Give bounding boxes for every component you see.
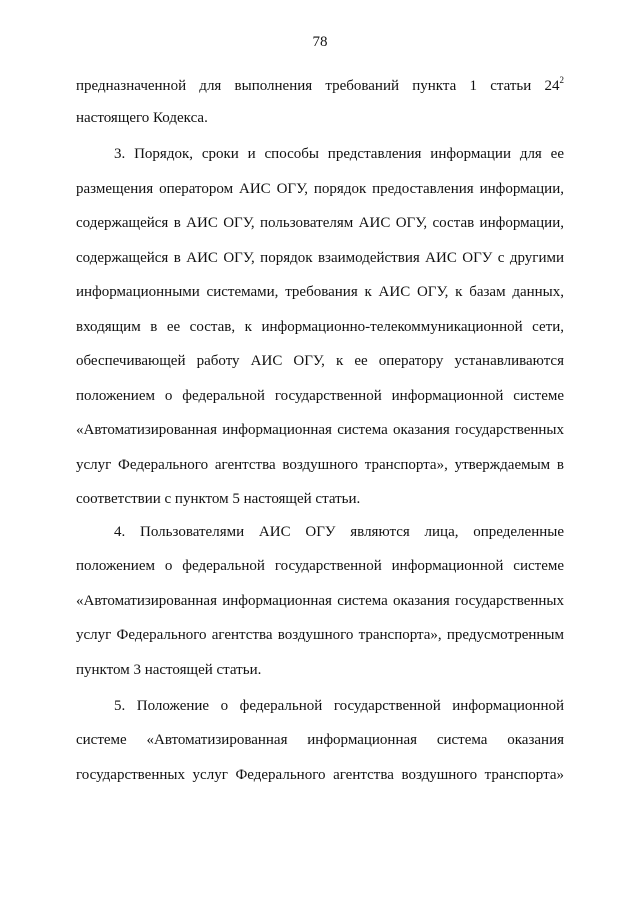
text-line: положением о федеральной государственной информационной системе	[76, 558, 564, 574]
text-line: 4. Пользователями АИС ОГУ являются лица, определенные	[114, 524, 564, 540]
text-line: 3. Порядок, сроки и способы представления информации для ее	[114, 146, 564, 162]
text-line: информационными системами, требования к АИС ОГУ, к базам данных,	[76, 284, 564, 300]
text-line: государственных услуг Федерального агентства воздушного транспорта»	[76, 767, 564, 783]
text-line: услуг Федерального агентства воздушного транспорта», утверждаемым в	[76, 457, 564, 473]
page-number: 78	[312, 34, 328, 50]
text-run: предназначенной для выполнения требований пункта 1 статьи 24	[76, 78, 560, 94]
text-line: услуг Федерального агентства воздушного транспорта», предусмотренным	[76, 627, 564, 643]
text-line: «Автоматизированная информационная система оказания государственных	[76, 422, 564, 438]
text-line: обеспечивающей работу АИС ОГУ, к ее оператору устанавливаются	[76, 353, 564, 369]
text-line: настоящего Кодекса.	[76, 110, 208, 126]
text-line: содержащейся в АИС ОГУ, пользователям АИС ОГУ, состав информации,	[76, 215, 564, 231]
text-line: системе «Автоматизированная информационная система оказания	[76, 732, 564, 748]
text-line: содержащейся в АИС ОГУ, порядок взаимодействия АИС ОГУ с другими	[76, 250, 564, 266]
text-line: соответствии с пунктом 5 настоящей статьи.	[76, 491, 361, 507]
text-line: положением о федеральной государственной информационной системе	[76, 388, 564, 404]
text-line: «Автоматизированная информационная система оказания государственных	[76, 593, 564, 609]
text-line: пунктом 3 настоящей статьи.	[76, 662, 262, 678]
text-line	[76, 77, 564, 95]
text-line: размещения оператором АИС ОГУ, порядок предоставления информации,	[76, 181, 564, 197]
text-line: 5. Положение о федеральной государственной информационной	[114, 698, 564, 714]
superscript: 2	[559, 75, 564, 85]
text-line: входящим в ее состав, к информационно-телекоммуникационной сети,	[76, 319, 564, 335]
